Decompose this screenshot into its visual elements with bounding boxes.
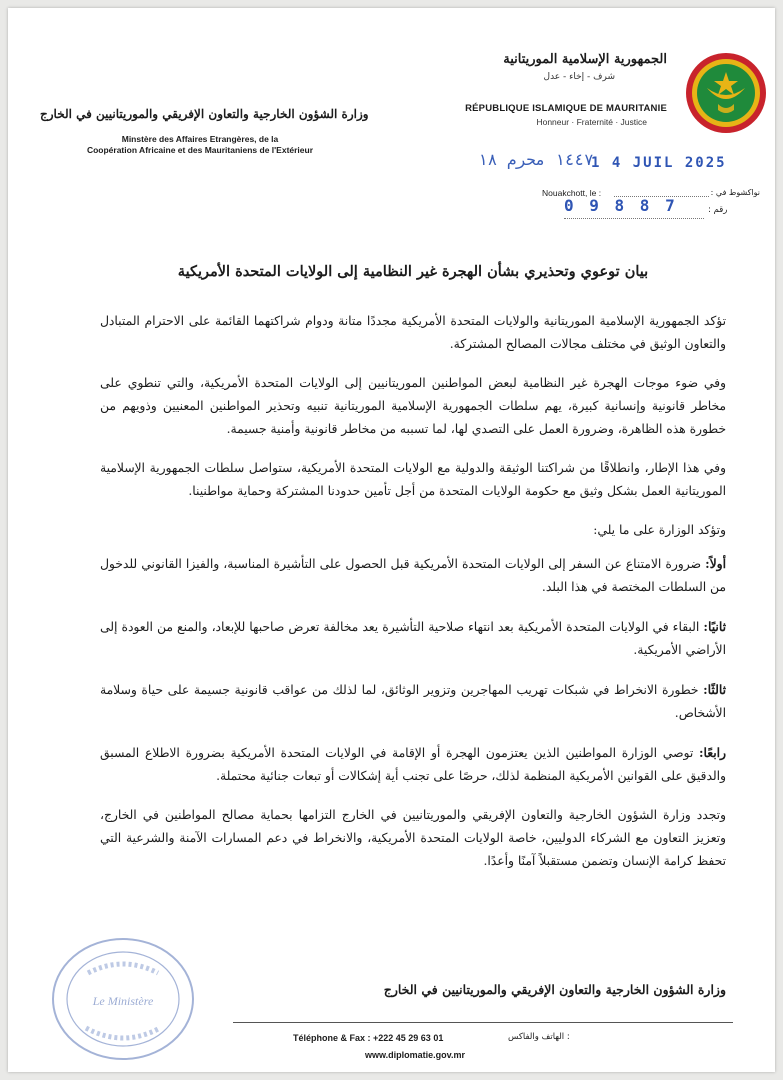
paragraph-point-4 (100, 741, 726, 788)
signature-ministry: وزارة الشؤون الخارجية والتعاون الإفريقي والموريتانيين في الخارج (383, 982, 726, 997)
national-emblem-icon (685, 52, 767, 134)
arabic-ministry-name: وزارة الشؤون الخارجية والتعاون الإفريقي والموريتانيين في الخارج (40, 107, 369, 121)
statement-title: بيان توعوي وتحذيري بشأن الهجرة غير النظامية إلى الولايات المتحدة الأمريكية (177, 263, 649, 280)
paragraph-intro: تؤكد الجمهورية الإسلامية الموريتانية والولايات المتحدة الأمريكية مجددًا متانة ودوام شراكتهما القائمة على الاحترام المتبادل والتعاون الوثيق في مختلف مجالات المصالح المشتركة. (100, 314, 726, 351)
point-1-lead: أولاً: (705, 556, 726, 571)
place-date-label: Nouakchott, le : (542, 188, 602, 198)
paragraph-framework: وفي هذا الإطار، وانطلاقًا من شراكتنا الوثيقة والدولية مع الولايات المتحدة الأمريكية، ستواصل سلطات الجمهورية الإسلامية الموريتانية العمل بشكل وثيق مع حكومة الولايات المتحدة من أجل تأمين حدودنا المشتركة وحماية مواطنينا. (100, 461, 726, 498)
point-3-text: خطورة الانخراط في شبكات تهريب المهاجرين وتزوير الوثائق، لما لذلك من عواقب قانونية جسيمة على حياة وسلامة الأشخاص. (100, 683, 726, 720)
point-2-lead: ثانيًا: (703, 619, 726, 634)
arabic-state-name: الجمهورية الإسلامية الموريتانية (503, 52, 667, 67)
point-1-text: ضرورة الامتناع عن السفر إلى الولايات المتحدة الأمريكية قبل الحصول على التأشيرة المناسبة، والفيزا القانوني للدخول من السلطات المختصة في هذا البلد. (100, 557, 726, 594)
point-2-text: البقاء في الولايات المتحدة الأمريكية بعد انتهاء صلاحية التأشيرة يعد مخالفة تعرض صاحبها للإبعاد، والمنع من العودة إلى الأراضي الأمريكية. (100, 620, 726, 657)
point-3-lead: ثالثًا: (703, 682, 726, 697)
paragraph-closing: وتجدد وزارة الشؤون الخارجية والتعاون الإفريقي والموريتانيين في الخارج التزامها بحماية مصالح المواطنين في الخارج، وتعزيز التعاون مع الشركاء الدوليين، خاصة الولايات المتحدة الأمريكية، والانخراط في دعم المسارات الآمنة والشرعية التي تحفظ كرامة الإنسان وتضمن مستقبلاً آمنًا وأعدًا. (100, 808, 726, 868)
french-motto: Honneur · Fraternité · Justice (536, 117, 647, 127)
paragraph-points-intro: وتؤكد الوزارة على ما يلي: (593, 523, 726, 537)
ministry-seal-icon (48, 933, 198, 1065)
letter-page (8, 8, 775, 1072)
footer-website: www.diplomatie.gov.mr (365, 1050, 466, 1060)
reference-number: 0 9 8 8 7 (564, 196, 678, 215)
french-ministry-name (50, 134, 350, 156)
french-state-name: RÉPUBLIQUE ISLAMIQUE DE MAURITANIE (465, 103, 667, 114)
paragraph-context: وفي ضوء موجات الهجرة غير النظامية لبعض المواطنين الموريتانيين إلى الولايات المتحدة الأمريكية، والتي تنطوي على مخاطر قانونية وإنسانية كبيرة، يهم سلطات الجمهورية الإسلامية الموريتانية تنبيه وتحذير المواطنين المعنيين وذويهم من خطورة هذه الظاهرة، وضرورة العمل على التصدي لها، لما تسببه من مخاطر قانونية وأمنية جسيمة. (100, 376, 726, 436)
statement-body (100, 310, 726, 889)
seal-text: Le Ministère (92, 994, 154, 1008)
reference-label: رقم : (708, 205, 728, 215)
footer-phone: Téléphone & Fax : +222 45 29 63 01 (293, 1033, 444, 1043)
point-4-text: توصي الوزارة المواطنين الذين يعتزمون الهجرة أو الإقامة في الولايات المتحدة الأمريكية بضرورة الاطلاع المسبق والدقيق على القوانين الأمريكية المنظمة لذلك، حرصًا على تجنب أية إشكالات أو تبعات جنائية محتملة. (100, 746, 726, 783)
paragraph-point-2 (100, 615, 726, 662)
stamp-date: 1 4 JUIL 2025 (591, 155, 727, 171)
point-4-lead: رابعًا: (699, 745, 726, 760)
place-date-label-arabic: نواكشوط في : (710, 188, 760, 197)
footer-divider (233, 1022, 733, 1023)
french-ministry-line-2: Coopération Africaine et des Mauritaniens de l'Extérieur (86, 145, 314, 155)
paragraph-point-1 (100, 552, 726, 599)
footer-phone-arabic: : الهاتف والفاكس (508, 1032, 570, 1042)
reference-dotted-line (564, 218, 704, 219)
hijri-date: ١٤٤٧ محرم ١٨ (478, 150, 594, 169)
paragraph-point-3 (100, 678, 726, 725)
arabic-motto: شرف - إخاء - عدل (543, 72, 615, 82)
french-ministry-line-1: Minstère des Affaires Etrangères, de la (121, 134, 279, 144)
